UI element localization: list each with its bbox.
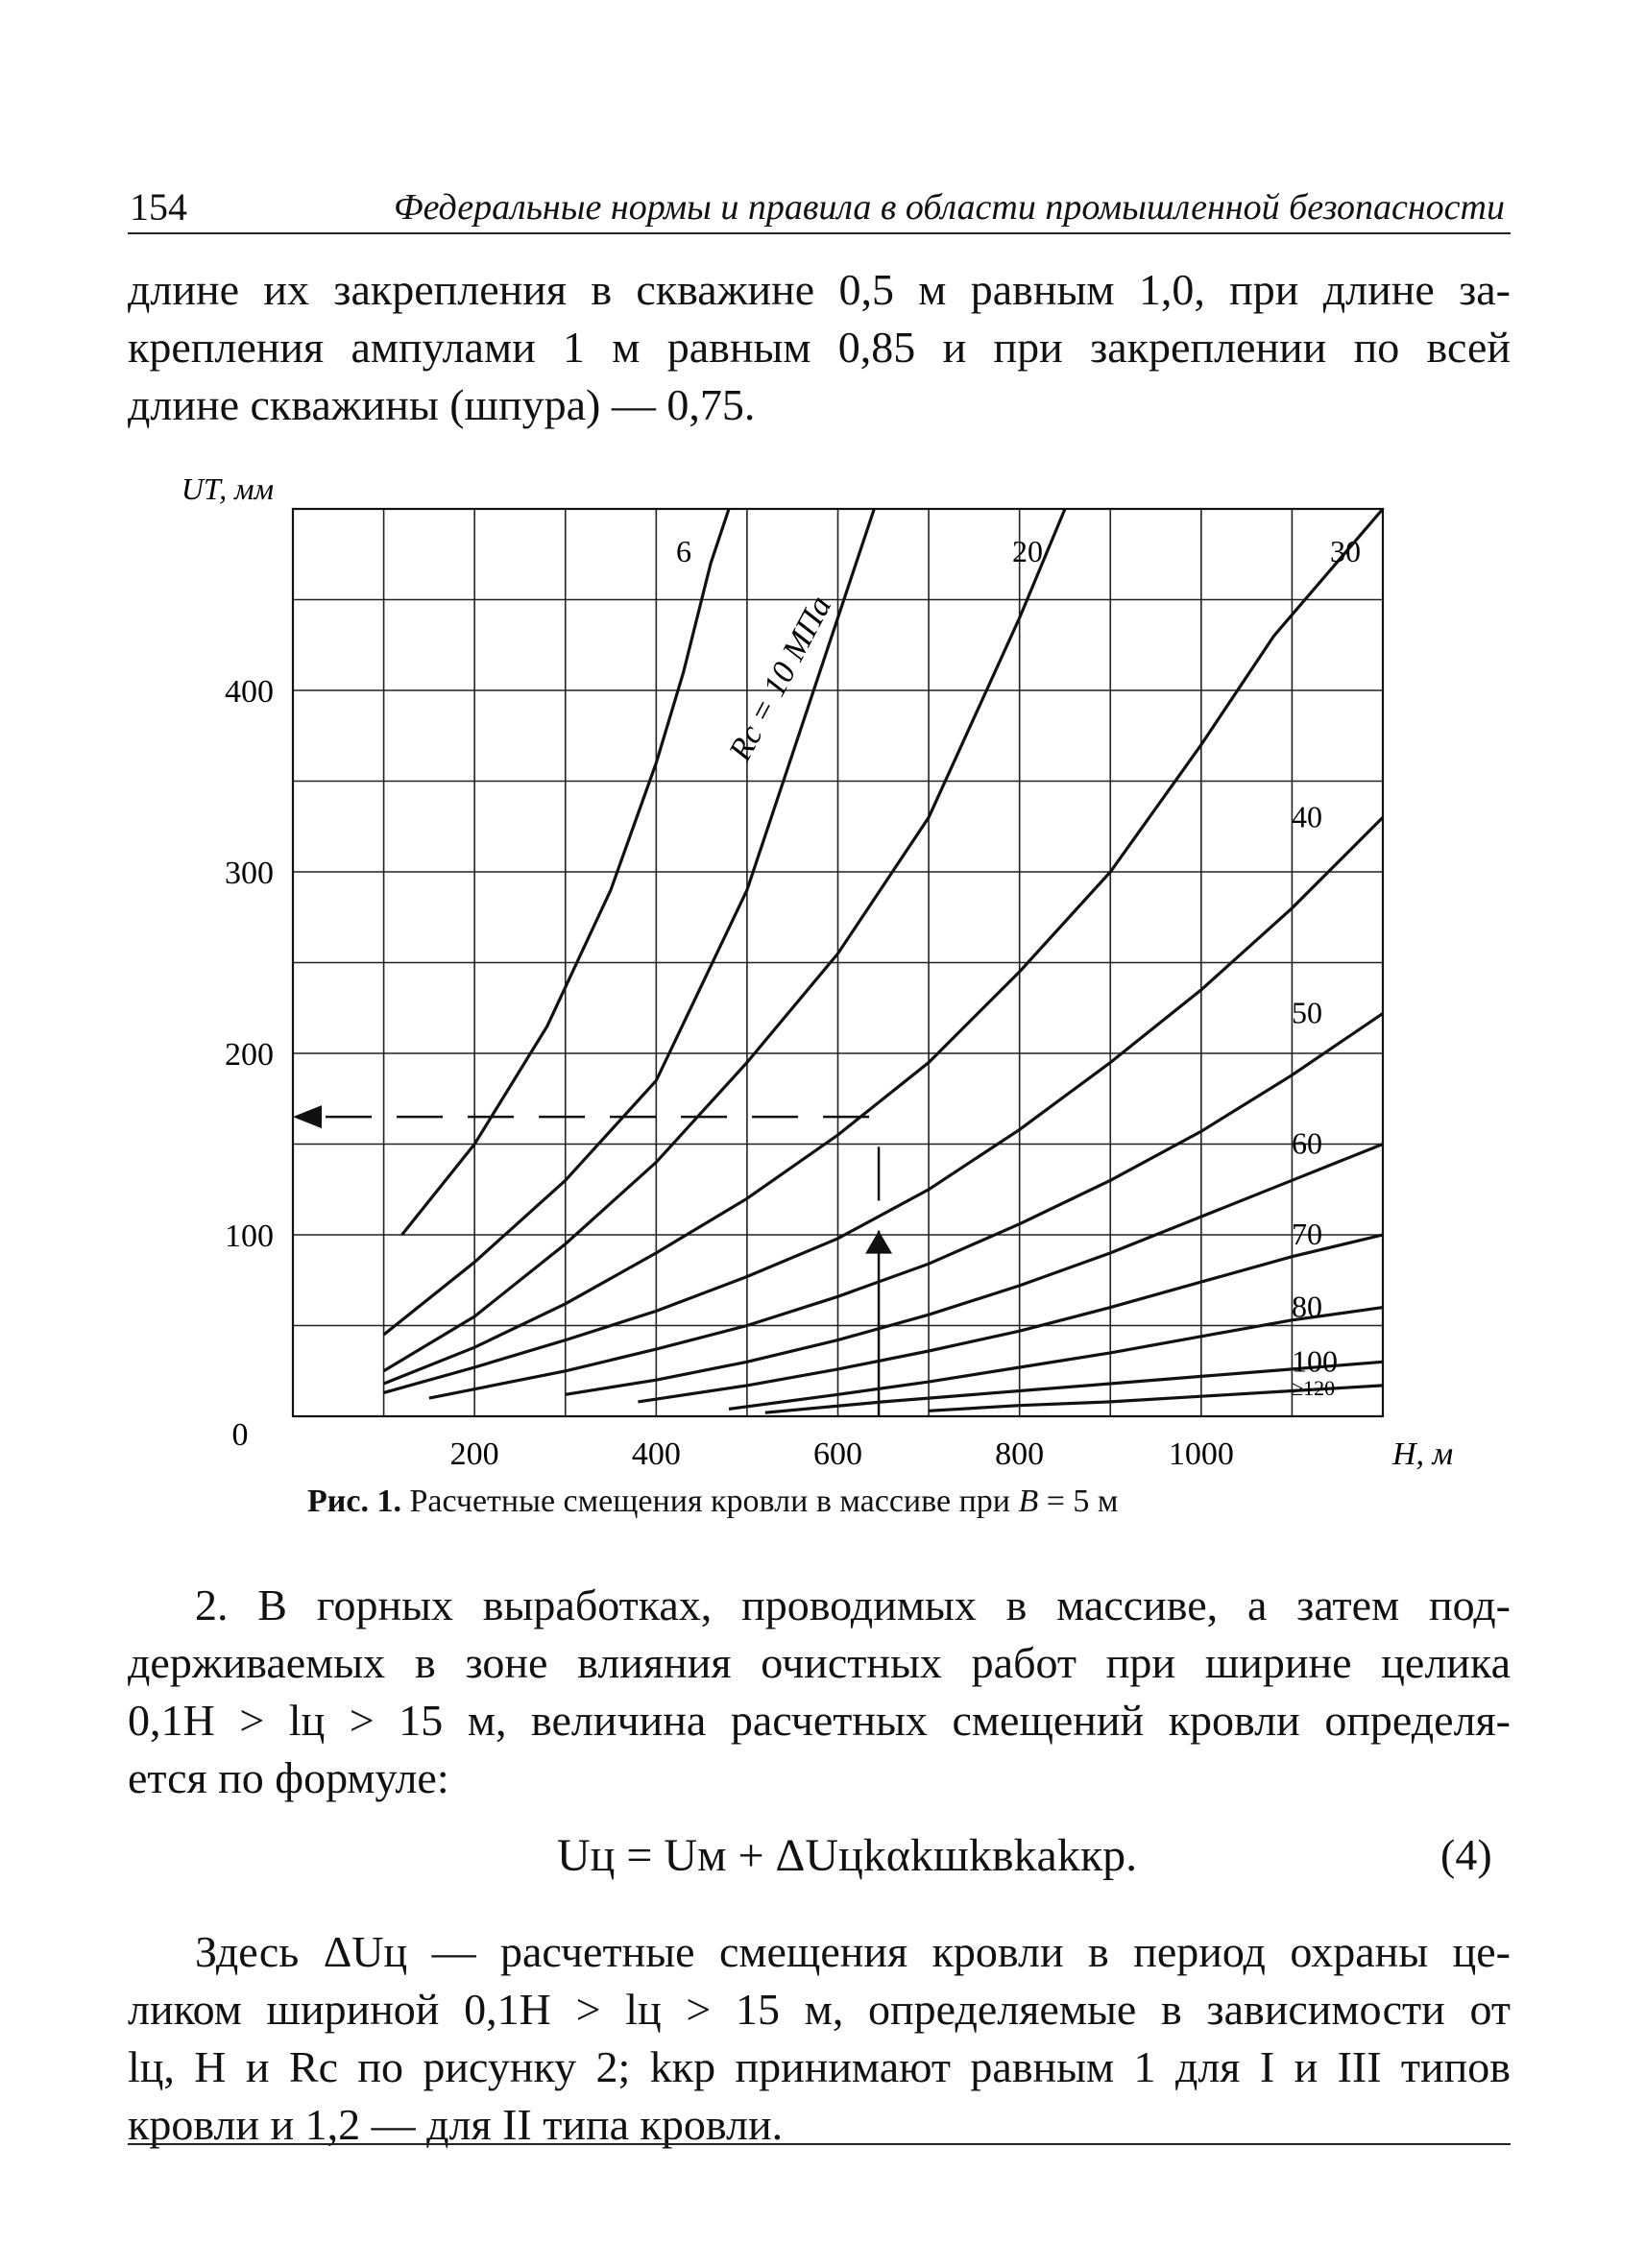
paragraph-2: [128, 1577, 1511, 1807]
series-label: 6: [676, 534, 691, 568]
y-tick-label: 100: [225, 1218, 274, 1254]
caption-var: B: [1018, 1484, 1039, 1519]
x-tick-label: 400: [631, 1436, 681, 1472]
paragraph-1: [128, 261, 1511, 434]
y-tick-label: 300: [225, 856, 274, 891]
equation-number: (4): [1440, 1830, 1492, 1879]
x-tick-label: 800: [995, 1436, 1045, 1472]
series-label: 20: [1011, 534, 1043, 568]
series-label: ≥120: [1292, 1375, 1336, 1400]
example-arrowhead-left: [293, 1105, 322, 1128]
text-line: длине их закрепления в скважине 0,5 м равным 1,0, при длине за-: [128, 265, 1511, 314]
origin-label: 0: [231, 1417, 249, 1453]
series-label: 100: [1292, 1343, 1338, 1379]
paragraph-3: [128, 1923, 1511, 2154]
caption-value: = 5 м: [1046, 1484, 1119, 1519]
x-tick-label: 600: [813, 1436, 862, 1472]
text-line: lц, H и Rс по рисунку 2; kкр принимают равным 1 для I и III типов: [128, 2042, 1511, 2091]
formula: Uц = Uм + ΔUцkαkшkвkаkкр.: [557, 1830, 1138, 1881]
text-line: длине скважины (шпура) — 0,75.: [128, 380, 756, 429]
series-curve: [765, 1362, 1383, 1412]
series-label: 80: [1292, 1289, 1322, 1324]
series-label: Rс = 10 МПа: [722, 590, 839, 767]
series-label: 70: [1292, 1217, 1322, 1251]
running-title: Федеральные нормы и правила в области промышленной безопасности: [394, 187, 1505, 228]
x-tick-label: 1000: [1168, 1436, 1234, 1472]
text-line: ется по формуле:: [128, 1753, 449, 1802]
text-line: кровли и 1,2 — для II типа кровли.: [128, 2100, 784, 2149]
displacement-chart: [115, 470, 1460, 1479]
series-label: 40: [1292, 799, 1322, 834]
x-axis-label: H, м: [1392, 1436, 1454, 1472]
series-curve: [384, 817, 1383, 1392]
text-line: 0,1H > lц > 15 м, величина расчетных смещений кровли определя-: [128, 1696, 1511, 1745]
page-header: [128, 184, 1511, 234]
chart-grid: [293, 509, 1383, 1416]
chart-labels: [181, 471, 1453, 1472]
series-label: 60: [1292, 1125, 1322, 1161]
x-tick-label: 200: [449, 1436, 499, 1472]
series-curve: [638, 1235, 1383, 1402]
caption-text: Расчетные смещения кровли в массиве при: [409, 1484, 1010, 1519]
series-curve: [566, 1145, 1383, 1395]
text-line: держиваемых в зоне влияния очистных работ при ширине целика: [128, 1638, 1511, 1687]
text-line: Здесь ΔUц — расчетные смещения кровли в период охраны це-: [195, 1927, 1511, 1976]
footer-rule: [128, 2143, 1511, 2145]
series-label: 50: [1292, 995, 1322, 1030]
y-tick-label: 400: [225, 674, 274, 710]
text-line: ликом шириной 0,1H > lц > 15 м, определяемые в зависимости от: [128, 1985, 1511, 2034]
series-curve: [429, 1013, 1383, 1398]
caption-prefix: Рис. 1.: [307, 1484, 401, 1519]
text-line: 2. В горных выработках, проводимых в массиве, а затем под-: [195, 1580, 1511, 1629]
page-number: 154: [130, 185, 187, 229]
y-tick-label: 200: [225, 1037, 274, 1073]
figure-caption: [307, 1484, 1118, 1520]
series-label: 30: [1330, 534, 1361, 568]
y-axis-label: UТ, мм: [181, 471, 274, 506]
text-line: крепления ампулами 1 м равным 0,85 и при закреплении по всей: [128, 323, 1511, 372]
